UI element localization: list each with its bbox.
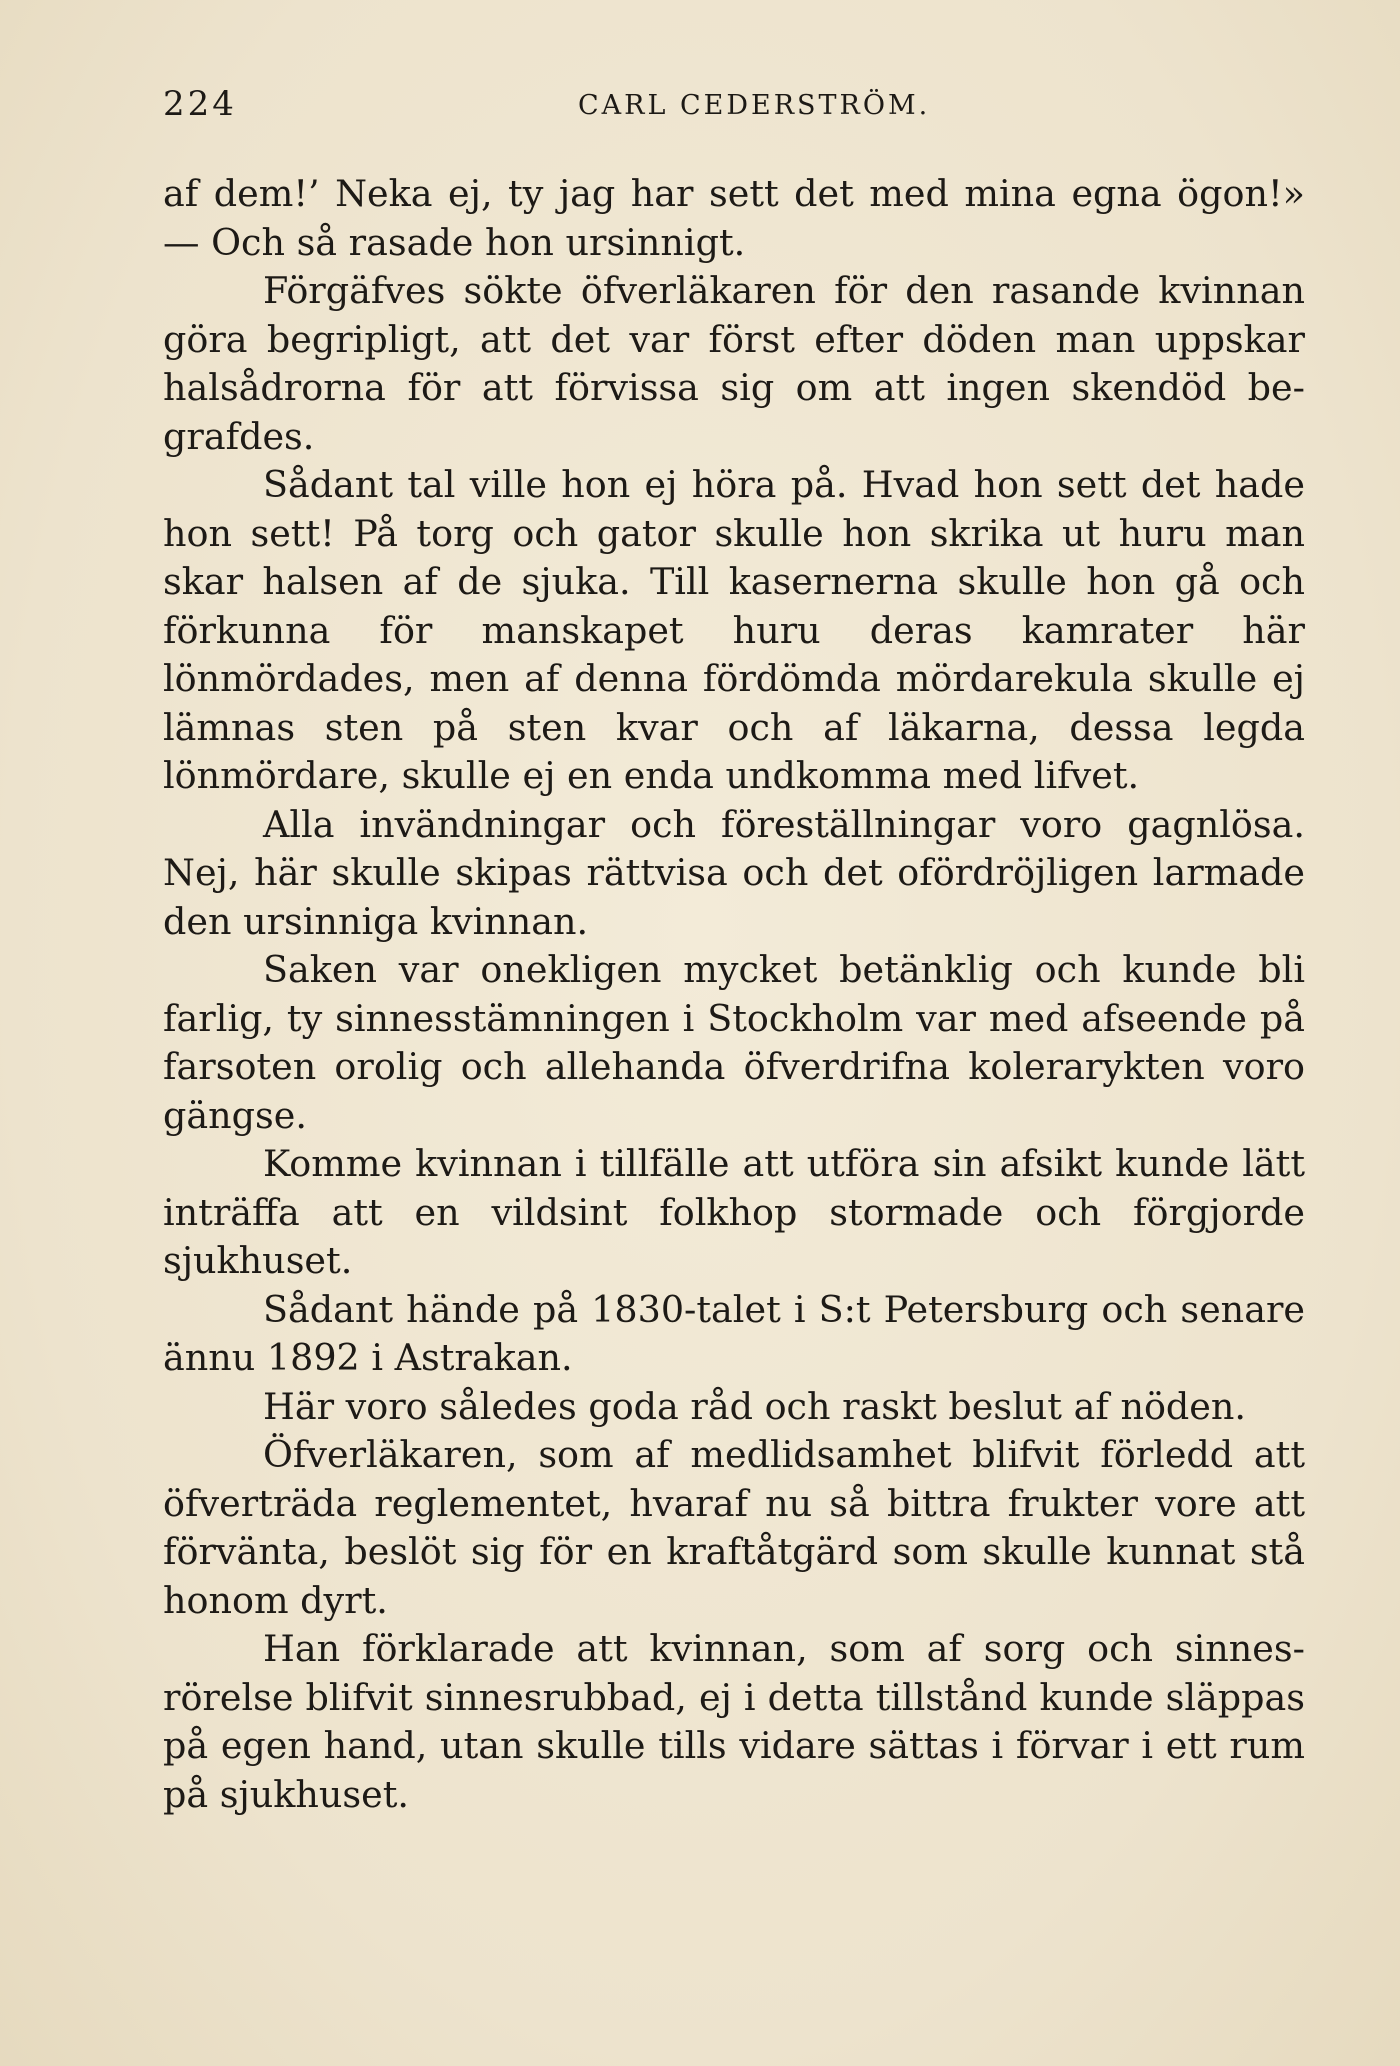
running-head: [163, 84, 1305, 124]
paragraph: Förgäfves sökte öfverläkaren för den rasande kvinnan göra begripligt, att det var först efter döden man uppskar halsådrorna för att förvissa sig om att ingen skendöd begrafdes.: [163, 269, 1305, 458]
body-text: [163, 170, 1305, 1819]
page-number: 224: [163, 84, 237, 124]
paragraph: Sådant tal ville hon ej höra på. Hvad hon sett det hade hon sett! På torg och gator skulle hon skrika ut huru man skar halsen af de sjuka. Till kasernerna skulle hon gå och förkunna för manskapet huru deras kamrater här lönmördades, men af denna fördömda mördarekula skulle ej lämnas sten på sten kvar och af läkarna, dessa legda lönmördare, skulle ej en enda undkomma med lifvet.: [163, 463, 1305, 797]
running-head-title: CARL CEDERSTRÖM.: [578, 90, 931, 121]
paragraph: Han förklarade att kvinnan, som af sorg och sinnesrörelse blifvit sinnesrubbad, ej i detta tillstånd kunde släppas på egen hand, utan skulle tills vidare sättas i förvar i ett rum på sjukhuset.: [163, 1627, 1305, 1816]
paragraph: Öfverläkaren, som af medlidsamhet blifvit förledd att öfverträda reglementet, hvaraf nu så bittra frukter vore att förvänta, beslöt sig för en kraftåtgärd som skulle kunnat stå honom dyrt.: [163, 1433, 1305, 1622]
paragraph: Här voro således goda råd och raskt beslut af nöden.: [263, 1384, 1247, 1428]
paragraph: Saken var onekligen mycket betänklig och kunde bli farlig, ty sinnesstämningen i Stockholm var med afseende på farsoten orolig och allehanda öfverdrifna kolerarykten voro gängse.: [163, 948, 1305, 1137]
paragraph: Sådant hände på 1830-talet i S:t Petersburg och senare ännu 1892 i Astrakan.: [163, 1287, 1305, 1379]
paragraph: Komme kvinnan i tillfälle att utföra sin afsikt kunde lätt inträffa att en vildsint folkhop stormade och förgjorde sjukhuset.: [163, 1142, 1305, 1282]
paragraph: Alla invändningar och föreställningar voro gagnlösa. Nej, här skulle skipas rättvisa och det ofördröjligen larmade den ursinniga kvinnan.: [163, 802, 1305, 943]
paragraph: af dem!’ Neka ej, ty jag har sett det med mina egna ögon!» — Och så rasade hon ursinnigt.: [163, 172, 1305, 264]
